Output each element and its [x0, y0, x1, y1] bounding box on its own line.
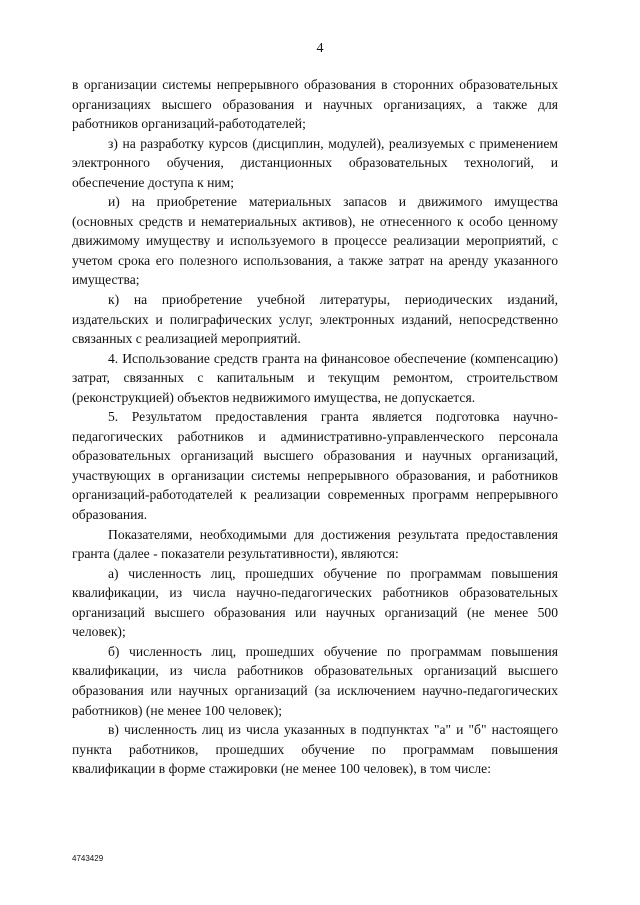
paragraph-indicator-a: а) численность лиц, прошедших обучение по программам повышения квалификации, из числа научно-педагогических работников образовательных организаций высшего образования или научных организаций (не менее 500 человек);: [72, 565, 558, 640]
paragraph-clause-4: 4. Использование средств гранта на финансовое обеспечение (компенсацию) затрат, связанных с капитальным и текущим ремонтом, строительством (реконструкцией) объектов недвижимого имущества, не допускается.: [72, 350, 558, 405]
paragraph-item-i: и) на приобретение материальных запасов и движимого имущества (основных средств и нематериальных активов), не отнесенного к особо ценному движимому имуществу и используемого в процессе реализации мероприятий, с учетом срока его полезного использования, а также затрат на аренду указанного имущества;: [72, 194, 558, 288]
page-number: 4: [316, 41, 324, 56]
paragraph-item-k: к) на приобретение учебной литературы, периодических изданий, издательских и полиграфических услуг, электронных изданий, непосредственно связанных с реализацией мероприятий.: [72, 292, 558, 347]
paragraph-item-z: з) на разработку курсов (дисциплин, модулей), реализуемых с применением электронного обучения, дистанционных образовательных технологий, и обеспечение доступа к ним;: [72, 135, 558, 190]
document-id: 4743429: [72, 854, 104, 863]
paragraph-clause-5: 5. Результатом предоставления гранта является подготовка научно-педагогических работников и административно-управленческого персонала образовательных организаций высшего образования и научных организаций, участвующих в организации системы непрерывного образования, и работников организаций-работодателей к реализации современных программ непрерывного образования.: [72, 409, 558, 523]
paragraph-indicator-v: в) численность лиц из числа указанных в подпунктах "а" и "б" настоящего пункта работников, прошедших обучение по программам повышения квалификации в форме стажировки (не менее 100 человек), в том числе:: [72, 722, 558, 777]
document-body: [72, 75, 558, 779]
paragraph-continuation: в организации системы непрерывного образования в сторонних образовательных организациях высшего образования и научных организациях, а также для работников организаций-работодателей;: [72, 77, 558, 132]
paragraph-indicator-b: б) численность лиц, прошедших обучение по программам повышения квалификации, из числа работников образовательных организаций высшего образования или научных организаций (за исключением научно-педагогических работников) (не менее 100 человек);: [72, 643, 558, 718]
paragraph-indicators-intro: Показателями, необходимыми для достижения результата предоставления гранта (далее - показатели результативности), являются:: [72, 526, 558, 562]
